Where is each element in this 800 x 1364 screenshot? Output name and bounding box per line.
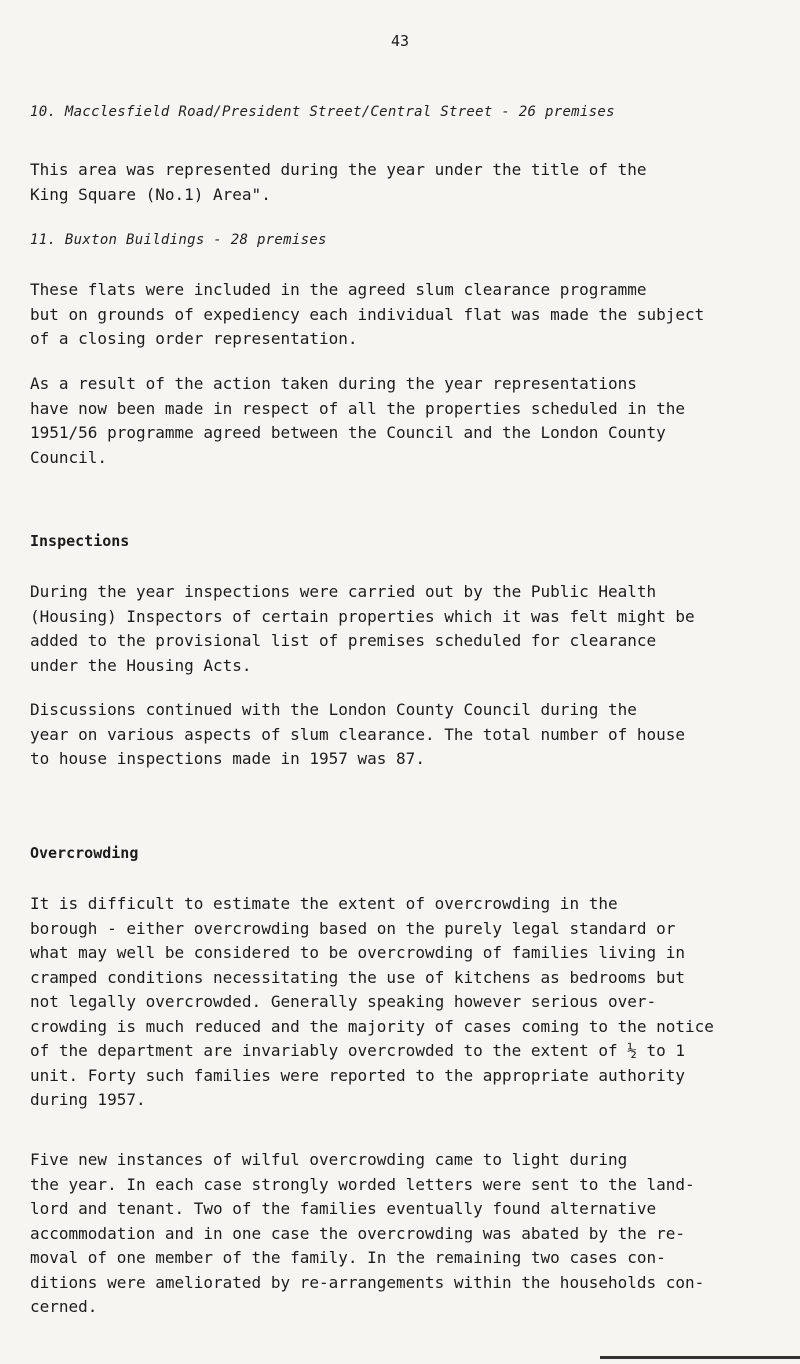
section-heading-inspections: Inspections [30, 532, 130, 550]
paragraph-overcrowding-1: It is difficult to estimate the extent of overcrowding in the borough - either overcrowding based on the purely legal standard or what may well be considered to be overcrowding of families living in cramped conditions necessitating the use of kitchens as bedrooms but not legally overcrowded. Generally speaking however serious over- crowding is much reduced and the majority of cases coming to the notice of the department are invariably overcrowded to the extent of ½ to 1 unit. Forty such families were reported to the appropriate authority during 1957. [30, 894, 714, 1109]
page-edge-rule [600, 1356, 800, 1359]
page-number: 43 [390, 32, 410, 50]
paragraph-overcrowding-2: Five new instances of wilful overcrowding came to light during the year. In each case strongly worded letters were sent to the land- lord and tenant. Two of the families eventually found alternative accommodation and in one case the overcrowding was abated by the re- moval of one member of the family. In the remaining two cases con- ditions were ameliorated by re-arrangements within the households con- cerned. [30, 1150, 705, 1316]
paragraph-king-square: This area was represented during the year under the title of the King Square (No.1) Area". [30, 160, 647, 204]
item-heading-macclesfield-road: 10. Macclesfield Road/President Street/Central Street - 26 premises [30, 104, 615, 120]
paragraph-buxton-flats: These flats were included in the agreed slum clearance programme but on grounds of expediency each individual flat was made the subject of a closing order representation. [30, 280, 705, 348]
item-heading-buxton-buildings: 11. Buxton Buildings - 28 premises [30, 232, 327, 248]
paragraph-inspections-1: During the year inspections were carried out by the Public Health (Housing) Inspectors of certain properties which it was felt might be added to the provisional list of premises scheduled for clearance under the Housing Acts. [30, 582, 695, 675]
paragraph-result: As a result of the action taken during the year representations have now been made in respect of all the properties scheduled in the 1951/56 programme agreed between the Council and the London County Council. [30, 374, 686, 467]
section-heading-overcrowding: Overcrowding [30, 844, 139, 862]
paragraph-inspections-2: Discussions continued with the London County Council during the year on various aspects of slum clearance. The total number of house to house inspections made in 1957 was 87. [30, 700, 686, 768]
